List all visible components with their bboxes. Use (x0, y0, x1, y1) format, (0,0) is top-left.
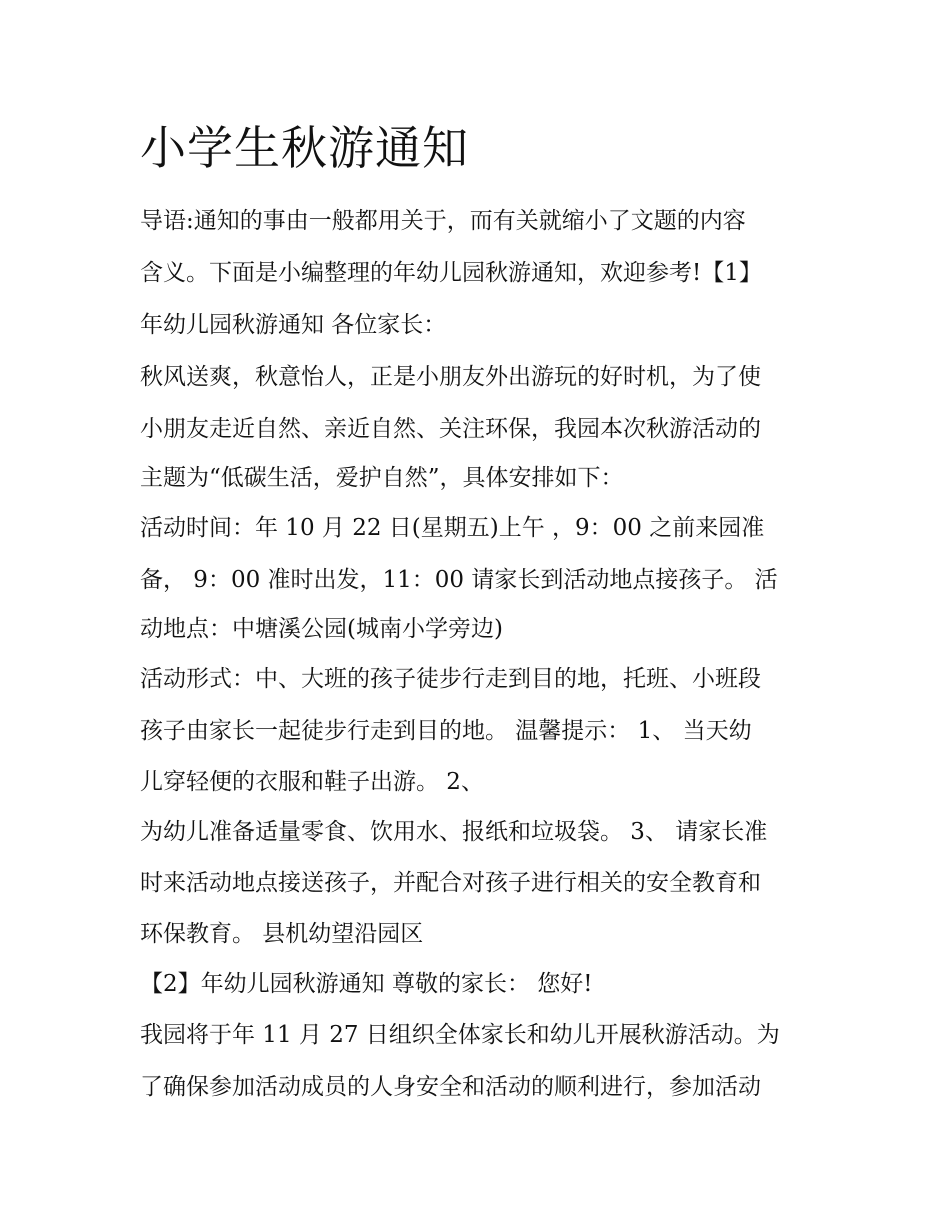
text-line: 动地点：中塘溪公园(城南小学旁边) (140, 616, 503, 642)
text-line: 秋风送爽，秋意怡人，正是小朋友外出游玩的好时机，为了使 (140, 364, 761, 390)
text-line: 时来活动地点接送孩子，并配合对孩子进行相关的安全教育和 (140, 870, 761, 896)
text-line: 含义。下面是小编整理的年幼儿园秋游通知，欢迎参考!【1】 (140, 260, 762, 286)
text-line: 年幼儿园秋游通知 各位家长： (140, 312, 447, 338)
text-line: 我园将于年 11 月 27 日组织全体家长和幼儿开展秋游活动。为 (140, 1022, 780, 1048)
text-line: 小朋友走近自然、亲近自然、关注环保，我园本次秋游活动的 (140, 416, 761, 442)
text-line: 了确保参加活动成员的人身安全和活动的顺利进行，参加活动 (140, 1074, 761, 1100)
text-line: 儿穿轻便的衣服和鞋子出游。 2、 (140, 769, 484, 795)
text-line: 孩子由家长一起徒步行走到目的地。 温馨提示： 1、 当天幼 (140, 718, 752, 744)
text-line: 为幼儿准备适量零食、饮用水、报纸和垃圾袋。 3、 请家长准 (140, 819, 768, 845)
text-line: 活动形式：中、大班的孩子徒步行走到目的地，托班、小班段 (140, 666, 761, 692)
text-line: 【2】年幼儿园秋游通知 尊敬的家长： 您好! (140, 971, 593, 997)
text-line: 主题为“低碳生活，爱护自然”，具体安排如下： (140, 465, 624, 491)
text-line: 导语:通知的事由一般都用关于，而有关就缩小了文题的内容 (140, 208, 746, 234)
text-line: 环保教育。 县机幼望沿园区 (140, 921, 424, 947)
text-line: 活动时间：年 10 月 22 日(星期五)上午 ，9：00 之前来园准 (140, 515, 765, 541)
text-line: 备， 9：00 准时出发，11：00 请家长到活动地点接孩子。 活 (140, 567, 778, 593)
document-title: 小学生秋游通知 (140, 121, 469, 175)
